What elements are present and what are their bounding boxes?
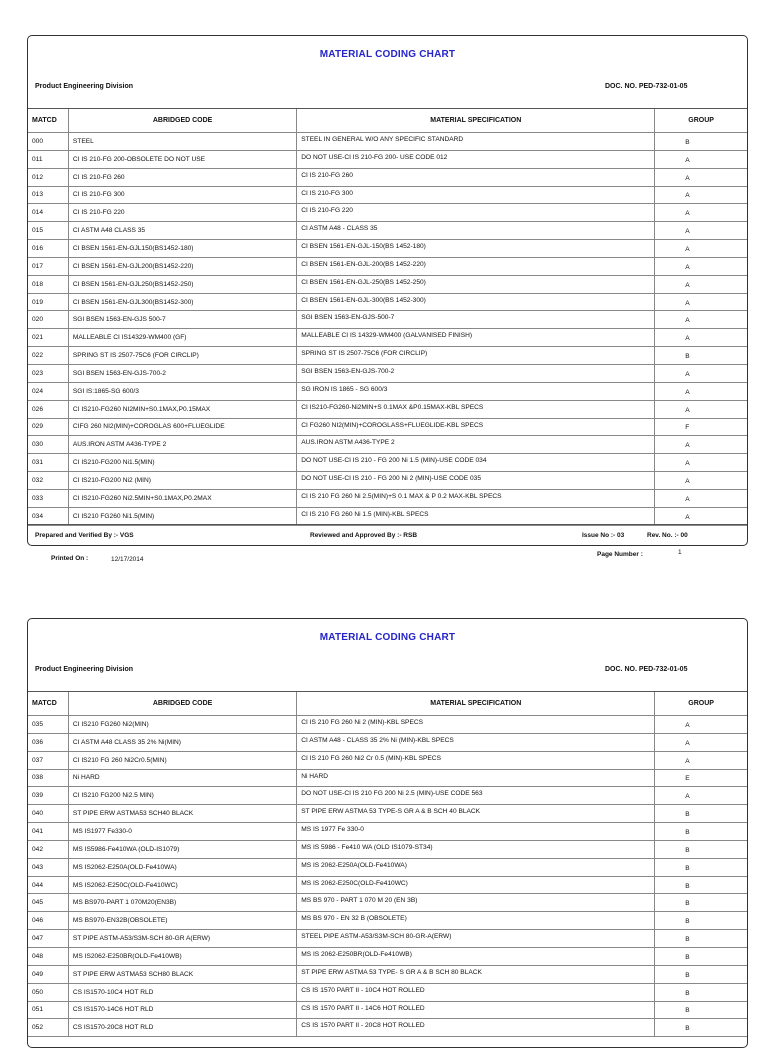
cell-matcd: 043	[28, 859, 69, 876]
cell-material-specification: MS BS 970 - PART 1 070 M 20 (EN 3B)	[297, 894, 655, 911]
cell-abridged-code: CI IS210-FG260 NI2MIN+S0.1MAX,P0.15MAX	[69, 401, 297, 418]
cell-abridged-code: CI IS 210-FG 200-OBSOLETE DO NOT USE	[69, 151, 297, 168]
cell-group: B	[685, 846, 690, 854]
cell-abridged-code: CS IS1570-20C8 HOT RLD	[69, 1019, 297, 1036]
table-row	[28, 894, 747, 912]
cell-matcd: 052	[28, 1019, 69, 1036]
cell-abridged-code: CI BSEN 1561-EN-GJL200(BS1452-220)	[69, 258, 297, 275]
cell-group: A	[685, 174, 690, 182]
chart-page-1	[27, 35, 748, 546]
cell-group: A	[685, 388, 690, 396]
table-row	[28, 490, 747, 508]
cell-matcd: 049	[28, 966, 69, 983]
cell-matcd: 018	[28, 276, 69, 293]
cell-abridged-code: CI IS210-FG260 Ni2.5MIN+S0.1MAX,P0.2MAX	[69, 490, 297, 507]
cell-group: A	[685, 299, 690, 307]
cell-matcd: 046	[28, 912, 69, 929]
table-body	[28, 133, 747, 526]
cell-material-specification: STEEL PIPE ASTM-A53/S3M-SCH 80-GR-A(ERW)	[297, 930, 655, 947]
table-row	[28, 151, 747, 169]
cell-group: B	[685, 989, 690, 997]
cell-matcd: 012	[28, 169, 69, 186]
header-group: GROUP	[688, 700, 714, 707]
cell-material-specification: CI IS210-FG260-Ni2MIN+S 0.1MAX &P0.15MAX-KBL SPECS	[297, 401, 655, 418]
table-header	[28, 109, 747, 133]
cell-abridged-code: MS IS2062-E250BR(OLD-Fe410WB)	[69, 948, 297, 965]
table-row	[28, 187, 747, 205]
cell-abridged-code: ST PIPE ERW ASTMA53 SCH40 BLACK	[69, 805, 297, 822]
cell-abridged-code: ST PIPE ASTM-A53/S3M-SCH 80-GR A(ERW)	[69, 930, 297, 947]
cell-matcd: 045	[28, 894, 69, 911]
cell-material-specification: CI ASTM A48 - CLASS 35	[297, 222, 655, 239]
header-material-specification: MATERIAL SPECIFICATION	[297, 109, 655, 132]
cell-material-specification: MS IS 5986 - Fe410 WA (OLD IS1079-ST34)	[297, 841, 655, 858]
cell-abridged-code: MS IS2062-E250A(OLD-Fe410WA)	[69, 859, 297, 876]
page-number-label: Page Number :	[597, 551, 643, 558]
cell-matcd: 044	[28, 877, 69, 894]
cell-material-specification: DO NOT USE-CI IS 210 - FG 200 Ni 1.5 (MIN)-USE CODE 034	[297, 454, 655, 471]
cell-material-specification: CI IS 210-FG 300	[297, 187, 655, 204]
cell-abridged-code: CIFG 260 NI2(MIN)+COROGLAS 600+FLUEGLIDE	[69, 419, 297, 436]
cell-group: E	[685, 775, 690, 783]
cell-matcd: 020	[28, 311, 69, 328]
cell-matcd: 030	[28, 436, 69, 453]
revision-number: Rev. No. :- 00	[647, 532, 688, 539]
cell-matcd: 047	[28, 930, 69, 947]
table-row	[28, 877, 747, 895]
cell-abridged-code: CI ASTM A48 CLASS 35 2% Ni(MIN)	[69, 734, 297, 751]
cell-group: A	[685, 495, 690, 503]
cell-group: A	[685, 793, 690, 801]
table-row	[28, 383, 747, 401]
table-row	[28, 401, 747, 419]
cell-group: F	[685, 424, 690, 432]
cell-material-specification: CI IS 210 FG 260 Ni 2.5(MIN)+S 0.1 MAX & P 0.2 MAX-KBL SPECS	[297, 490, 655, 507]
cell-matcd: 024	[28, 383, 69, 400]
cell-matcd: 000	[28, 133, 69, 150]
cell-matcd: 015	[28, 222, 69, 239]
cell-abridged-code: CI IS210-FG200 Ni1.5(MIN)	[69, 454, 297, 471]
cell-material-specification: SPRING ST IS 2507-75C6 (FOR CIRCLIP)	[297, 347, 655, 364]
material-table	[28, 108, 747, 526]
table-row	[28, 204, 747, 222]
material-table	[28, 691, 747, 1037]
cell-group: B	[685, 1025, 690, 1033]
cell-abridged-code: CI IS210 FG260 Ni2(MIN)	[69, 716, 297, 733]
header-matcd: MATCD	[28, 109, 69, 132]
cell-group: B	[685, 811, 690, 819]
cell-group: A	[685, 757, 690, 765]
cell-matcd: 014	[28, 204, 69, 221]
cell-material-specification: CS IS 1570 PART II - 14C6 HOT ROLLED	[297, 1002, 655, 1019]
table-header	[28, 692, 747, 716]
cell-material-specification: DO NOT USE-CI IS 210 - FG 200 Ni 2 (MIN)-USE CODE 035	[297, 472, 655, 489]
cell-matcd: 029	[28, 419, 69, 436]
chart-page-2	[27, 618, 748, 1048]
cell-group: B	[685, 864, 690, 872]
table-row	[28, 966, 747, 984]
cell-abridged-code: CI IS210 FG200 Ni2.5 MIN)	[69, 787, 297, 804]
cell-material-specification: CI FG260 NI2(MIN)+COROGLASS+FLUEGLIDE-KBL SPECS	[297, 419, 655, 436]
cell-material-specification: CI IS 210 FG 260 Ni 2 (MIN)-KBL SPECS	[297, 716, 655, 733]
cell-matcd: 033	[28, 490, 69, 507]
page-title: MATERIAL CODING CHART	[319, 632, 456, 643]
cell-abridged-code: AUS.IRON ASTM A436-TYPE 2	[69, 436, 297, 453]
cell-matcd: 019	[28, 294, 69, 311]
cell-material-specification: MS IS 1977 Fe 330-0	[297, 823, 655, 840]
cell-group: A	[685, 513, 690, 521]
cell-matcd: 036	[28, 734, 69, 751]
cell-group: B	[685, 953, 690, 961]
page-title: MATERIAL CODING CHART	[319, 49, 456, 60]
cell-group: A	[685, 210, 690, 218]
cell-material-specification: MS IS 2062-E250A(OLD-Fe410WA)	[297, 859, 655, 876]
division-label: Product Engineering Division	[35, 83, 134, 90]
cell-material-specification: CS IS 1570 PART II - 10C4 HOT ROLLED	[297, 984, 655, 1001]
reviewed-by: Reviewed and Approved By :- RSB	[310, 532, 418, 539]
header-material-specification: MATERIAL SPECIFICATION	[297, 692, 655, 715]
cell-material-specification: MS BS 970 - EN 32 B (OBSOLETE)	[297, 912, 655, 929]
cell-matcd: 031	[28, 454, 69, 471]
cell-matcd: 037	[28, 752, 69, 769]
prepared-by: Prepared and Verified By :- VGS	[35, 532, 134, 539]
cell-material-specification: ST PIPE ERW ASTMA 53 TYPE- S GR A & B SCH 80 BLACK	[297, 966, 655, 983]
cell-abridged-code: MS IS1977 Fe330-0	[69, 823, 297, 840]
cell-group: B	[685, 1007, 690, 1015]
cell-abridged-code: SGI BSEN 1563-EN-GJS-700-2	[69, 365, 297, 382]
cell-abridged-code: CI BSEN 1561-EN-GJL250(BS1452-250)	[69, 276, 297, 293]
cell-matcd: 026	[28, 401, 69, 418]
cell-group: A	[685, 739, 690, 747]
cell-abridged-code: STEEL	[69, 133, 297, 150]
cell-group: A	[685, 263, 690, 271]
table-row	[28, 734, 747, 752]
cell-matcd: 040	[28, 805, 69, 822]
table-row	[28, 169, 747, 187]
header-group: GROUP	[688, 117, 714, 124]
cell-material-specification: CI BSEN 1561-EN-GJL-200(BS 1452-220)	[297, 258, 655, 275]
cell-abridged-code: MS BS970-EN32B(OBSOLETE)	[69, 912, 297, 929]
cell-material-specification: SG IRON IS 1865 - SG 600/3	[297, 383, 655, 400]
cell-matcd: 042	[28, 841, 69, 858]
cell-matcd: 050	[28, 984, 69, 1001]
table-row	[28, 240, 747, 258]
cell-material-specification: CI BSEN 1561-EN-GJL-150(BS 1452-180)	[297, 240, 655, 257]
table-row	[28, 787, 747, 805]
cell-group: A	[685, 335, 690, 343]
cell-matcd: 048	[28, 948, 69, 965]
cell-matcd: 038	[28, 770, 69, 787]
header-abridged-code: ABRIDGED CODE	[69, 109, 297, 132]
header-matcd: MATCD	[28, 692, 69, 715]
cell-group: B	[685, 918, 690, 926]
cell-material-specification: AUS.IRON ASTM A436-TYPE 2	[297, 436, 655, 453]
table-row	[28, 716, 747, 734]
table-body	[28, 716, 747, 1037]
cell-group: A	[685, 370, 690, 378]
cell-material-specification: STEEL IN GENERAL W/O ANY SPECIFIC STANDARD	[297, 133, 655, 150]
page-footer	[28, 524, 747, 546]
cell-material-specification: CS IS 1570 PART II - 20C8 HOT ROLLED	[297, 1019, 655, 1036]
cell-material-specification: CI BSEN 1561-EN-GJL-250(BS 1452-250)	[297, 276, 655, 293]
cell-group: A	[685, 192, 690, 200]
table-row	[28, 508, 747, 526]
cell-material-specification: MS IS 2062-E250BR(OLD-Fe410WB)	[297, 948, 655, 965]
cell-abridged-code: CI IS 210-FG 300	[69, 187, 297, 204]
cell-material-specification: CI BSEN 1561-EN-GJL-300(BS 1452-300)	[297, 294, 655, 311]
table-row	[28, 311, 747, 329]
doc-number: DOC. NO. PED-732-01-05	[605, 83, 688, 90]
table-row	[28, 133, 747, 151]
cell-matcd: 023	[28, 365, 69, 382]
division-label: Product Engineering Division	[35, 666, 134, 673]
cell-matcd: 013	[28, 187, 69, 204]
table-row	[28, 752, 747, 770]
cell-material-specification: CI IS 210 FG 260 Ni 1.5 (MIN)-KBL SPECS	[297, 508, 655, 525]
cell-matcd: 032	[28, 472, 69, 489]
cell-material-specification: SGI BSEN 1563-EN-GJS-700-2	[297, 365, 655, 382]
table-row	[28, 841, 747, 859]
cell-matcd: 035	[28, 716, 69, 733]
table-row	[28, 294, 747, 312]
cell-abridged-code: CI BSEN 1561-EN-GJL150(BS1452-180)	[69, 240, 297, 257]
table-row	[28, 436, 747, 454]
table-row	[28, 823, 747, 841]
cell-group: B	[685, 882, 690, 890]
cell-abridged-code: SGI BSEN 1563-EN-GJS 500-7	[69, 311, 297, 328]
cell-group: B	[685, 936, 690, 944]
table-row	[28, 276, 747, 294]
table-row	[28, 859, 747, 877]
cell-material-specification: ST PIPE ERW ASTMA 53 TYPE-S GR A & B SCH 40 BLACK	[297, 805, 655, 822]
table-row	[28, 472, 747, 490]
cell-abridged-code: CI IS210 FG 260 Ni2Cr0.5(MIN)	[69, 752, 297, 769]
cell-abridged-code: MS BS970-PART 1 070M20(EN3B)	[69, 894, 297, 911]
cell-abridged-code: CS IS1570-14C6 HOT RLD	[69, 1002, 297, 1019]
cell-group: A	[685, 477, 690, 485]
table-row	[28, 454, 747, 472]
cell-abridged-code: ST PIPE ERW ASTMA53 SCH80 BLACK	[69, 966, 297, 983]
table-row	[28, 419, 747, 437]
cell-abridged-code: CI IS210 FG260 Ni1.5(MIN)	[69, 508, 297, 525]
printed-on-label: Printed On :	[51, 555, 89, 562]
cell-abridged-code: CI ASTM A48 CLASS 35	[69, 222, 297, 239]
cell-material-specification: MS IS 2062-E250C(OLD-Fe410WC)	[297, 877, 655, 894]
cell-material-specification: CI IS 210 FG 260 Ni2 Cr 0.5 (MIN)-KBL SPECS	[297, 752, 655, 769]
table-row	[28, 805, 747, 823]
cell-group: B	[685, 828, 690, 836]
cell-matcd: 021	[28, 329, 69, 346]
cell-group: A	[685, 721, 690, 729]
cell-abridged-code: CS IS1570-10C4 HOT RLD	[69, 984, 297, 1001]
cell-group: A	[685, 281, 690, 289]
cell-abridged-code: MS IS2062-E250C(OLD-Fe410WC)	[69, 877, 297, 894]
page-number-value: 1	[678, 549, 682, 556]
cell-material-specification: Ni HARD	[297, 770, 655, 787]
cell-matcd: 051	[28, 1002, 69, 1019]
table-row	[28, 329, 747, 347]
table-row	[28, 984, 747, 1002]
cell-matcd: 011	[28, 151, 69, 168]
table-row	[28, 770, 747, 788]
cell-abridged-code: CI IS210-FG200 Ni2 (MIN)	[69, 472, 297, 489]
cell-group: B	[685, 353, 690, 361]
cell-material-specification: DO NOT USE-CI IS 210-FG 200- USE CODE 012	[297, 151, 655, 168]
cell-abridged-code: CI BSEN 1561-EN-GJL300(BS1452-300)	[69, 294, 297, 311]
cell-material-specification: MALLEABLE CI IS 14329-WM400 (GALVANISED FINISH)	[297, 329, 655, 346]
cell-material-specification: CI IS 210-FG 220	[297, 204, 655, 221]
cell-material-specification: CI IS 210-FG 260	[297, 169, 655, 186]
cell-group: A	[685, 442, 690, 450]
printed-on-date: 12/17/2014	[111, 556, 144, 563]
table-row	[28, 912, 747, 930]
cell-abridged-code: SPRING ST IS 2507-75C6 (FOR CIRCLIP)	[69, 347, 297, 364]
cell-material-specification: CI ASTM A48 - CLASS 35 2% Ni (MIN)-KBL SPECS	[297, 734, 655, 751]
cell-abridged-code: SGI IS:1865-SG 600/3	[69, 383, 297, 400]
cell-matcd: 034	[28, 508, 69, 525]
cell-matcd: 016	[28, 240, 69, 257]
table-row	[28, 1019, 747, 1037]
doc-number: DOC. NO. PED-732-01-05	[605, 666, 688, 673]
cell-group: A	[685, 156, 690, 164]
cell-matcd: 022	[28, 347, 69, 364]
cell-abridged-code: CI IS 210-FG 260	[69, 169, 297, 186]
cell-material-specification: SGI BSEN 1563-EN-GJS-500-7	[297, 311, 655, 328]
cell-material-specification: DO NOT USE-CI IS 210 FG 200 Ni 2.5 (MIN)-USE CODE 563	[297, 787, 655, 804]
cell-group: B	[685, 971, 690, 979]
cell-group: B	[685, 138, 690, 146]
cell-group: B	[685, 900, 690, 908]
table-row	[28, 948, 747, 966]
cell-group: A	[685, 245, 690, 253]
cell-abridged-code: MALLEABLE CI IS14329-WM400 (GF)	[69, 329, 297, 346]
cell-group: A	[685, 406, 690, 414]
cell-abridged-code: Ni HARD	[69, 770, 297, 787]
cell-group: A	[685, 317, 690, 325]
table-row	[28, 930, 747, 948]
cell-group: A	[685, 460, 690, 468]
issue-number: Issue No :- 03	[582, 532, 625, 539]
cell-matcd: 041	[28, 823, 69, 840]
cell-abridged-code: MS IS5986-Fe410WA (OLD-IS1079)	[69, 841, 297, 858]
cell-matcd: 017	[28, 258, 69, 275]
table-row	[28, 365, 747, 383]
table-row	[28, 347, 747, 365]
cell-matcd: 039	[28, 787, 69, 804]
cell-abridged-code: CI IS 210-FG 220	[69, 204, 297, 221]
table-row	[28, 258, 747, 276]
header-abridged-code: ABRIDGED CODE	[69, 692, 297, 715]
table-row	[28, 1002, 747, 1020]
cell-group: A	[685, 228, 690, 236]
table-row	[28, 222, 747, 240]
